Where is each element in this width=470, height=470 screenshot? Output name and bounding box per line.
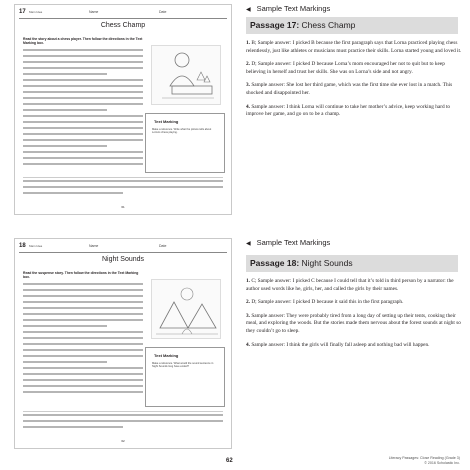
answer-item: 3. Sample answer: She lost her third game, which was the first time she ever lost in a match. This shocked and disappointed her. bbox=[246, 82, 453, 96]
worksheet-answer-lines bbox=[23, 411, 223, 432]
worksheet-story-text bbox=[23, 283, 143, 397]
sample-label-text: Sample Text Markings bbox=[256, 238, 331, 247]
worksheet-directions: Read the suspense story. Then follow the directions in the Text Marking box. bbox=[23, 271, 139, 279]
text-marking-text: Make a reference. Write what the picture tells about Lorna's chess playing. bbox=[152, 128, 212, 135]
answer-item: 2. D; Sample answer: I picked D because Lorna’s mom encouraged her not to quit but to keep believing in herself and trust her skills. She was on Lorna’s side and not angry. bbox=[246, 61, 445, 75]
passage-label: Passage 17: bbox=[250, 20, 300, 30]
passage-17-answers bbox=[246, 40, 462, 125]
sample-text-markings-label bbox=[246, 238, 330, 247]
answer-item: 1. C; Sample answer: I picked C because I could tell that it’s told in third person by a narrator: the author used words like he, girls, her, and called the girls by their names. bbox=[246, 278, 454, 292]
text-marking-box bbox=[145, 347, 225, 407]
worksheet-subtitle: Main Idea bbox=[29, 244, 43, 248]
text-marking-title: Text Marking bbox=[154, 353, 179, 358]
worksheet-answer-lines bbox=[23, 177, 223, 198]
passage-title: Night Sounds bbox=[301, 258, 353, 268]
worksheet-date-label: Date bbox=[159, 10, 167, 14]
chess-player-illustration bbox=[151, 45, 221, 105]
worksheet-number: 18 bbox=[19, 243, 26, 249]
passage-18-heading bbox=[246, 255, 458, 272]
passage-label: Passage 18: bbox=[250, 258, 300, 268]
worksheet-name-label: Name bbox=[89, 244, 99, 248]
sample-text-markings-label bbox=[246, 4, 330, 13]
text-marking-title: Text Marking bbox=[154, 119, 179, 124]
text-marking-text: Make a reference. What would the sound sentence in Night Sounds long have ended? bbox=[152, 362, 214, 369]
worksheet-name-label: Name bbox=[89, 10, 99, 14]
worksheet-date-label: Date bbox=[159, 244, 167, 248]
worksheet-page-number: 61 bbox=[121, 205, 125, 209]
worksheet-title: Chess Champ bbox=[100, 22, 146, 29]
worksheet-header bbox=[19, 9, 227, 19]
answer-item: 2. D; Sample answer: I picked D because it said this in the first paragraph. bbox=[246, 299, 404, 306]
worksheet-page-number: 62 bbox=[121, 439, 125, 443]
triangle-icon: ◀ bbox=[246, 241, 251, 247]
worksheet-header bbox=[19, 243, 227, 253]
passage-17-heading bbox=[246, 17, 458, 34]
footer-line-2: © 2016 Scholastic Inc. bbox=[424, 460, 460, 465]
footer-line-1: Literacy Passages: Close Reading (Grade 3) bbox=[388, 456, 460, 460]
answer-item: 3. Sample answer: They were probably tired from a long day of setting up their tents, cooking their meal, and exploring the woods. But the stories made them nervous about the forest sounds at night so they couldn’t go to sleep. bbox=[246, 312, 461, 334]
answer-item: 4. Sample answer: I think the girls will finally fall asleep and nothing bad will happen. bbox=[246, 341, 430, 348]
passage-18-answers bbox=[246, 278, 462, 355]
worksheet-directions: Read the story about a chess player. Then follow the directions in the Text Marking box. bbox=[23, 37, 143, 45]
worksheet-thumbnail-18 bbox=[14, 238, 232, 449]
worksheet-title: Night Sounds bbox=[101, 256, 145, 263]
sample-label-text: Sample Text Markings bbox=[256, 4, 331, 13]
passage-title: Chess Champ bbox=[301, 20, 356, 30]
worksheet-number: 17 bbox=[19, 9, 26, 15]
footer-credit bbox=[389, 456, 460, 465]
answer-item: 4. Sample answer: I think Lorna will continue to take her mother’s advice, keep working hard to improve her game, and go on to be a champ. bbox=[246, 103, 451, 118]
triangle-icon: ◀ bbox=[246, 7, 251, 13]
page-number: 62 bbox=[226, 458, 233, 464]
worksheet-story-text bbox=[23, 49, 143, 169]
text-marking-box bbox=[145, 113, 225, 173]
worksheet-subtitle: Main Idea bbox=[29, 10, 43, 14]
campfire-tents-illustration bbox=[151, 279, 221, 339]
answer-item: 1. B; Sample answer: I picked B because the first paragraph says that Lorna practiced playing chess relentlessly, just like athletes or musicians must practice their skills. Lorna started young and loved it. bbox=[246, 40, 462, 54]
worksheet-thumbnail-17 bbox=[14, 4, 232, 215]
